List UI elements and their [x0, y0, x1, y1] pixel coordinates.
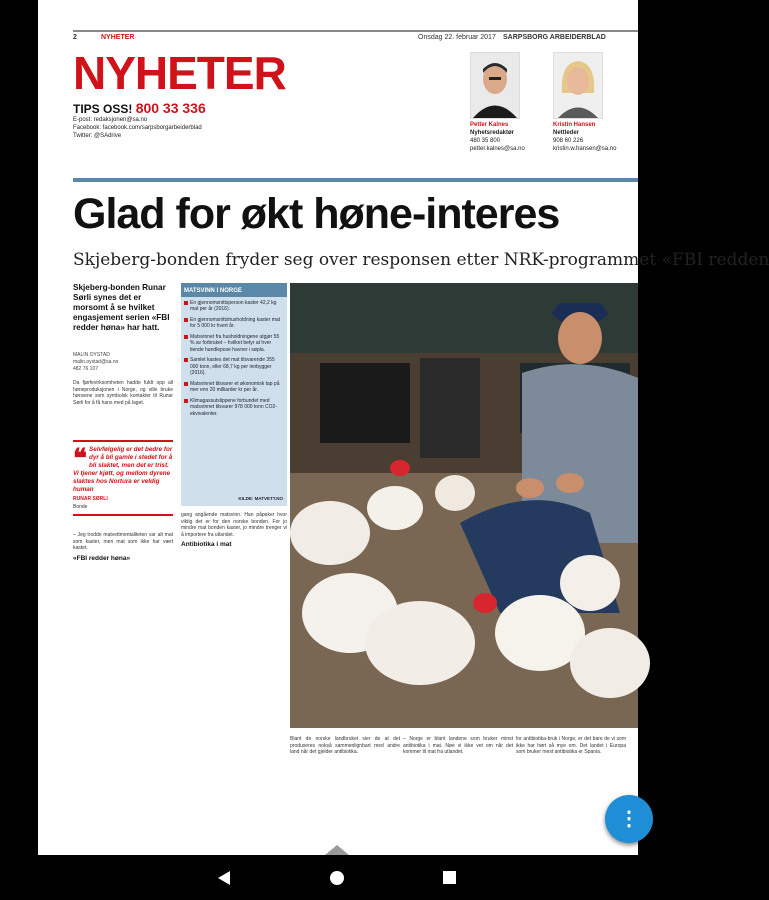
- fact-item: Matsvinnet fra husholdningene utgjør 55 % av forbruket – hvilket betyr at hver tiende handlepose havner i søpla.: [184, 334, 284, 354]
- fact-box-source: KILDE: MATVETT.NO: [238, 495, 283, 501]
- fact-item: En gjennomsnittshusholdning kaster mat for 5 000 kr hvert år.: [184, 317, 284, 330]
- article-column-2: [181, 512, 287, 549]
- section-title: NYHETER: [73, 47, 286, 99]
- paper-name: SARPSBORG ARBEIDERBLAD: [503, 34, 606, 41]
- staff-phone: 908 60 226: [553, 138, 584, 144]
- more-options-icon[interactable]: ⋮: [605, 795, 653, 843]
- staff-role: Nettleder: [553, 130, 580, 136]
- recent-apps-icon[interactable]: [443, 871, 456, 884]
- staff-email: petter.kalnes@sa.no: [470, 146, 525, 152]
- contact-email: E-post: redaksjonen@sa.no: [73, 117, 148, 123]
- fact-item: Samlet kastes det mat tilsvarende 355 000 tonn, eller 68,7 kg per innbygger (2016).: [184, 357, 284, 377]
- article-column-5: for antibiotika-bruk i Norge, er det bare de vi som ikke har hørt så mye om. Det landet i Europa som bruker mest antibiotika er Spania.: [516, 736, 626, 755]
- expand-panel-handle[interactable]: [325, 845, 349, 855]
- col2-paragraph: gang angående matsvinn. Han påpeker hvor viktig det er for den norske bonden. For jo mindre mat bonden kaster, jo mindre trenger vi å importere fra utlandet.: [181, 512, 287, 538]
- contact-info: [73, 116, 273, 140]
- article-headline: Glad for økt høne-interes: [73, 190, 560, 238]
- byline-name: MALIN OYSTAD: [73, 352, 110, 358]
- contact-twitter: Twitter: @SAdrive: [73, 133, 122, 139]
- fact-box: [181, 283, 287, 506]
- quote-text: Selvfølgelig er det bedre for dyr å bli gamle i stedet for å bli slaktet, men det er trist. Vi tjener kjøtt, og mellom dyrene slaktes hos Nortura er veldig human: [73, 446, 173, 493]
- section-divider: [73, 178, 638, 182]
- staff-card-editor: [470, 52, 530, 153]
- byline: [73, 352, 173, 373]
- staff-photo: [470, 52, 520, 119]
- byline-phone: 482 76 107: [73, 366, 99, 372]
- issue-date: Onsdag 22. februar 2017: [418, 34, 496, 41]
- staff-card-web: [553, 52, 617, 153]
- staff-email: kristin.w.hansen@sa.no: [553, 146, 617, 152]
- col1-paragraph: – Jeg trodde matvettmentaliteten var alt mat som kaster, men mat som ikke har vært kastet.: [73, 532, 173, 551]
- page-header-bar: [73, 30, 638, 46]
- quote-mark-icon: ❝: [73, 443, 87, 473]
- tips-label: TIPS OSS!: [73, 102, 133, 116]
- article-subheadline: Skjeberg-bonden fryder seg over responsen etter NRK-programmet «FBI redden: [73, 250, 769, 270]
- section-label: NYHETER: [101, 34, 135, 41]
- quote-author: RUNAR SØRLI: [73, 496, 108, 502]
- home-icon[interactable]: [330, 871, 344, 885]
- fact-item: Klimagassutslippene forbundet med matsvinnet tilsvarer 978 000 tonn CO2-ekvivalenter.: [184, 398, 284, 418]
- tips-number: 800 33 336: [135, 100, 206, 116]
- col2-subheading: Antibiotika i mat: [181, 541, 232, 548]
- fact-box-list: [181, 300, 287, 418]
- staff-name: Petter Kalnes: [470, 122, 509, 128]
- col1-subheading: «FBI redder høna»: [73, 554, 131, 562]
- contact-facebook: Facebook: facebook.com/sarpsborgarbeiderblad: [73, 125, 202, 131]
- pull-quote: [73, 440, 173, 516]
- article-column-1-intro: Da fjørfevirksomheten hadde fuldt opp all høneproduksjonen i Norge, og ville bruke hønsene som symbolsk kontakter til Runar Sørli for å få hans med på laget.: [73, 380, 173, 406]
- fact-box-title: MATSVINN I NORGE: [181, 286, 287, 297]
- fact-item: Matsvinnet tilsvarer et økonomisk tap på mer enn 20 milliarder kr per år.: [184, 381, 284, 394]
- article-column-4: – Norge er blant landene som bruker minst antibiotika i mat. Nøe vi ikke vet om når det kommer til mat fra utlandet.: [403, 736, 513, 755]
- article-column-1-body: [73, 532, 173, 562]
- quote-author-role: Bonde: [73, 504, 88, 510]
- staff-role: Nyhetsredaktør: [470, 130, 515, 136]
- article-ingress: Skjeberg-bonden Runar Sørli synes det er morsomt å se hvilket engasjement serien «FBI redder høna» har hatt.: [73, 283, 170, 332]
- tips-line: [73, 100, 206, 116]
- staff-name: Kristin Hansen: [553, 122, 596, 128]
- newspaper-page: [38, 0, 769, 855]
- back-icon[interactable]: [218, 871, 230, 885]
- page-number: 2: [73, 34, 77, 41]
- staff-photo: [553, 52, 603, 119]
- fact-item: En gjennomsnittsperson kaster 42,2 kg mat per år (2016).: [184, 300, 284, 313]
- article-photo-farmer-with-hens[interactable]: [290, 283, 638, 728]
- article-column-3: Blant de norske landbruket sier de at det produseres nokså sammenlignbart med andre land når det gjelder antibiotika.: [290, 736, 400, 755]
- staff-phone: 480 35 800: [470, 138, 501, 144]
- byline-email: malin.oystad@sa.no: [73, 359, 119, 365]
